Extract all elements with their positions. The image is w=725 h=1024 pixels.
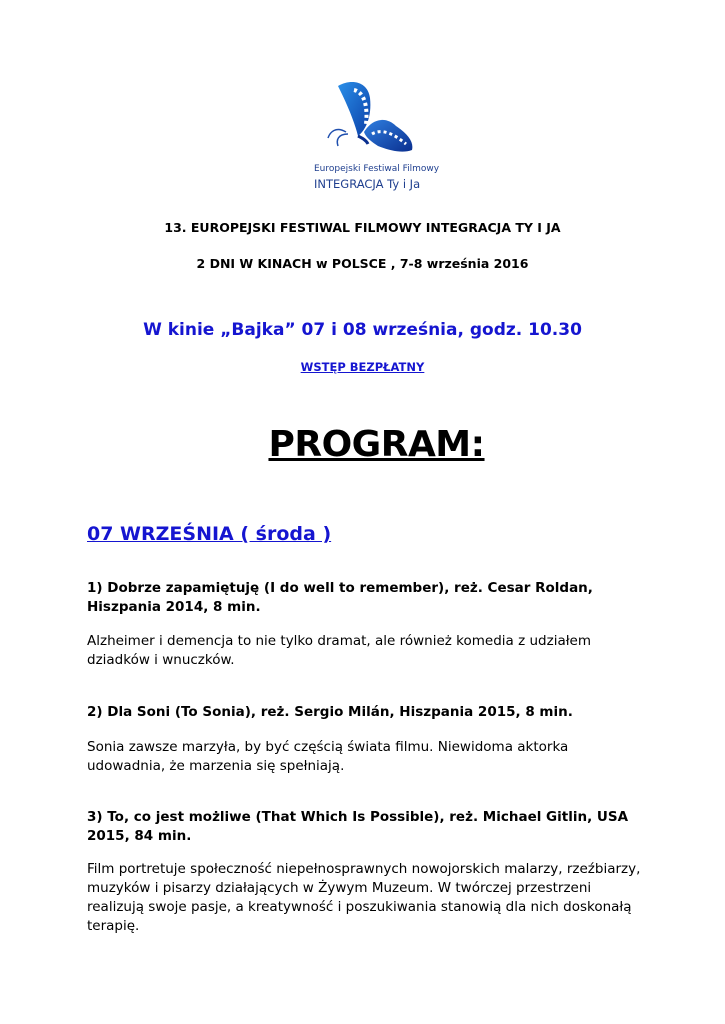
festival-title: 13. EUROPEJSKI FESTIWAL FILMOWY INTEGRACJA TY I JA [164, 220, 561, 235]
day-heading: 07 WRZEŚNIA ( środa ) [87, 523, 332, 545]
film-title-1: 1) Dobrze zapamiętuję (I do well to remember), reż. Cesar Roldan, Hiszpania 2014, 8 min. [87, 580, 593, 615]
butterfly-logo-icon [308, 76, 418, 162]
film-description-2: Sonia zawsze marzyła, by być częścią świata filmu. Niewidoma aktorka udowadnia, że marzenia się spełniają. [87, 739, 569, 774]
film-description-1: Alzheimer i demencja to nie tylko dramat, ale również komedia z udziałem dziadków i wnuczków. [87, 633, 592, 668]
film-description-3: Film portretuje społeczność niepełnosprawnych nowojorskich malarzy, rzeźbiarzy, muzyków i pisarzy działających w Żywym Muzeum. W twórczej przestrzeni realizują swoje pasje, a kreatywność i poszukiwania stanowią dla nich doskonałą terapię. [87, 861, 641, 934]
free-entry-link[interactable]: WSTĘP BEZPŁATNY [300, 360, 425, 374]
film-title-3: 3) To, co jest możliwe (That Which Is Possible), reż. Michael Gitlin, USA 2015, 84 min. [87, 809, 629, 844]
program-heading: PROGRAM: [268, 424, 485, 465]
festival-logo [300, 76, 440, 194]
festival-dates: 2 DNI W KINACH w POLSCE , 7-8 września 2016 [196, 256, 529, 271]
logo-text-festival: Europejski Festiwal Filmowy [314, 164, 440, 174]
film-title-2: 2) Dla Soni (To Sonia), reż. Sergio Milán, Hiszpania 2015, 8 min. [87, 704, 573, 720]
venue-info: W kinie „Bajka” 07 i 08 września, godz. 10.30 [143, 320, 582, 340]
logo-text-integracja: INTEGRACJA Ty i Ja [314, 177, 421, 191]
